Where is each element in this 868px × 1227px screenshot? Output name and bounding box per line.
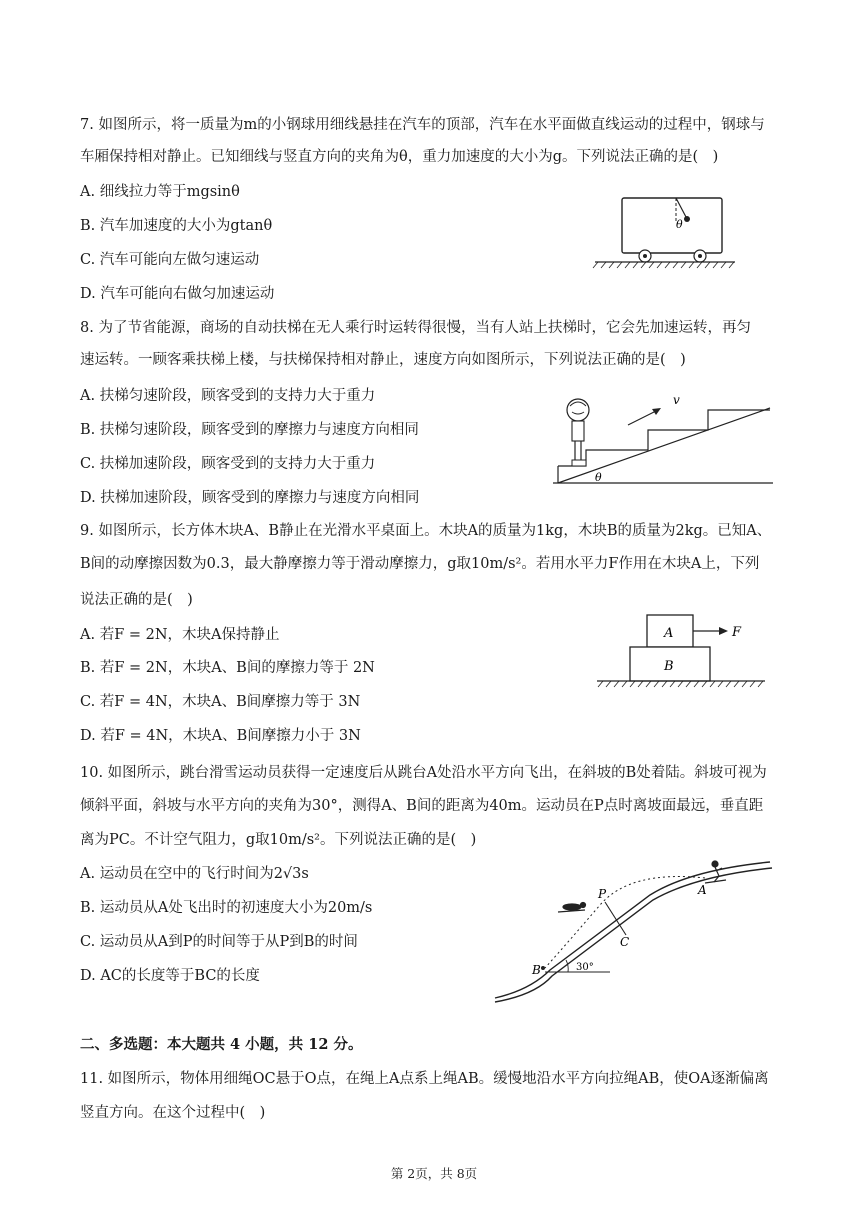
- q10-stem-line2: 倾斜平面，斜坡与水平方向的夹角为30°，测得A、B间的距离为40m。运动员在P点时离坡面最远，垂直距: [80, 798, 764, 814]
- q11-stem-line1: 11. 如图所示，物体用细绳OC悬于O点，在绳上A点系上绳AB。缓慢地沿水平方向拉绳AB，使OA逐渐偏离: [80, 1071, 769, 1087]
- q11-stem-line2: 竖直方向。在这个过程中( ): [80, 1105, 266, 1121]
- q8-option-d: D. 扶梯加速阶段，顾客受到的摩擦力与速度方向相同: [80, 490, 420, 506]
- q8-option-b: B. 扶梯匀速阶段，顾客受到的摩擦力与速度方向相同: [80, 422, 419, 438]
- q10-angle-label: 30°: [576, 962, 594, 973]
- q7-option-b: B. 汽车加速度的大小为gtanθ: [80, 218, 273, 234]
- q9-option-a: A. 若F = 2N，木块A保持静止: [80, 627, 280, 643]
- q9-stem-line2: B间的动摩擦因数为0.3，最大静摩擦力等于滑动摩擦力，g取10m/s²。若用水平力F作用在木块A上，下列: [80, 556, 760, 572]
- q10-option-d: D. AC的长度等于BC的长度: [80, 968, 260, 984]
- q7-option-d: D. 汽车可能向右做匀加速运动: [80, 286, 275, 302]
- q9-option-c: C. 若F = 4N，木块A、B间摩擦力等于 3N: [80, 694, 361, 710]
- q10-option-a: A. 运动员在空中的飞行时间为2√3s: [80, 866, 309, 882]
- q9-stem-line3: 说法正确的是( ): [80, 592, 193, 608]
- q8-escalator-figure: [548, 390, 778, 490]
- q10-stem-line1: 10. 如图所示，跳台滑雪运动员获得一定速度后从跳台A处沿水平方向飞出，在斜坡的B处着陆。斜坡可视为: [80, 765, 767, 781]
- q8-velocity-label: v: [673, 393, 680, 407]
- flying-skier-icon: [558, 903, 586, 913]
- q7-option-a: A. 细线拉力等于mgsinθ: [80, 184, 240, 200]
- q8-option-a: A. 扶梯匀速阶段，顾客受到的支持力大于重力: [80, 388, 376, 404]
- q8-stem-line1: 8. 为了节省能源，商场的自动扶梯在无人乘行时运转得很慢，当有人站上扶梯时，它会先加速运转，再匀: [80, 320, 751, 336]
- q10-point-a-label: A: [698, 883, 707, 897]
- q7-car-figure: [590, 190, 740, 270]
- page-footer: 第 2页，共 8页: [390, 1166, 478, 1181]
- section-heading: 二、多选题：本大题共 4 小题，共 12 分。: [80, 1036, 363, 1053]
- q10-option-c: C. 运动员从A到P的时间等于从P到B的时间: [80, 934, 358, 950]
- q7-theta-label: θ: [676, 218, 683, 231]
- q9-block-a-label: A: [664, 626, 674, 641]
- q9-block-b-label: B: [664, 659, 674, 674]
- q10-option-b: B. 运动员从A处飞出时的初速度大小为20m/s: [80, 900, 373, 916]
- q9-stem-line1: 9. 如图所示，长方体木块A、B静止在光滑水平桌面上。木块A的质量为1kg，木块B的质量为2kg。已知A、: [80, 523, 772, 539]
- q7-stem-line1: 7. 如图所示，将一质量为m的小钢球用细线悬挂在汽车的顶部，汽车在水平面做直线运动的过程中，钢球与: [80, 117, 765, 133]
- q10-point-p-label: P: [598, 887, 607, 901]
- q9-option-b: B. 若F = 2N，木块A、B间的摩擦力等于 2N: [80, 660, 375, 676]
- q7-stem-line2: 车厢保持相对静止。已知细线与竖直方向的夹角为θ，重力加速度的大小为g。下列说法正确的是( ): [80, 149, 719, 165]
- q8-option-c: C. 扶梯加速阶段，顾客受到的支持力大于重力: [80, 456, 376, 472]
- q8-stem-line2: 速运转。一顾客乘扶梯上楼，与扶梯保持相对静止，速度方向如图所示，下列说法正确的是( ): [80, 352, 686, 368]
- q9-option-d: D. 若F = 4N，木块A、B间摩擦力小于 3N: [80, 728, 361, 744]
- q8-theta-label: θ: [595, 471, 602, 484]
- q9-blocks-figure: [595, 612, 770, 692]
- q10-ski-jump-figure: [490, 850, 780, 1005]
- q9-force-label: F: [732, 625, 742, 640]
- q7-option-c: C. 汽车可能向左做匀速运动: [80, 252, 260, 268]
- q10-point-c-label: C: [620, 935, 630, 949]
- q10-stem-line3: 离为PC。不计空气阻力，g取10m/s²。下列说法正确的是( ): [80, 832, 477, 848]
- q10-point-b-label: B: [532, 963, 541, 977]
